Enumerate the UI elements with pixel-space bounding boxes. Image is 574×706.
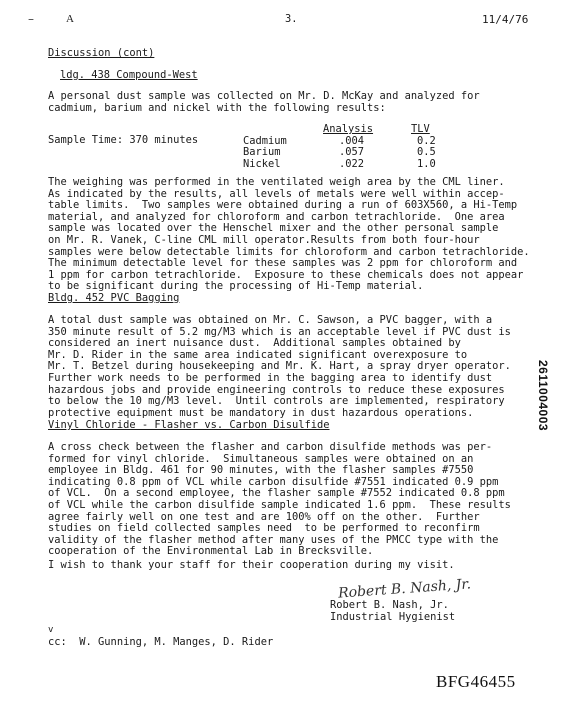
section3-body-line: studies on field collected samples need to be performed to reconfirm (48, 522, 480, 535)
section3-body-line: cooperation of the Environmental Lab in Brecksville. (48, 545, 374, 558)
section3-body-line: validity of the flasher method after many uses of the PMCC type with the (48, 533, 499, 546)
tlv-value: 1.0 (417, 157, 436, 170)
closing-line: I wish to thank your staff for their cooperation during my visit. (48, 559, 455, 571)
section3-body-line: formed for vinyl chloride. Simultaneous samples were obtained on an (48, 452, 474, 465)
section1-body (48, 177, 568, 293)
cc-line: cc: W. Gunning, M. Manges, D. Rider (48, 636, 274, 648)
section3-body (48, 442, 568, 558)
section1-intro (48, 91, 568, 114)
section2-body-line: A total dust sample was obtained on Mr. C. Sawson, a PVC bagger, with a (48, 314, 493, 326)
metal-name: Cadmium (243, 134, 287, 147)
handwritten-signature: Robert B. Nash, Jr. (337, 576, 472, 602)
section3-body-line: agree fairly well on one test and are 100% off on the other. Further (48, 510, 480, 523)
page-number: 3. (285, 13, 298, 25)
section2-body (48, 315, 568, 419)
discussion-heading: Discussion (cont) (48, 47, 155, 59)
metal-name: Barium (243, 146, 281, 159)
document-date: 11/4/76 (482, 13, 529, 26)
section2-body-line: Mr. T. Betzel during housekeeping and Mr. K. Hart, a spray dryer operator. (48, 360, 511, 373)
analysis-table (243, 124, 436, 170)
section3-body-line: employee in Bldg. 461 for 90 minutes, with the flasher samples #7550 (48, 464, 474, 477)
section3-body-line: A cross check between the flasher and carbon disulfide methods was per- (48, 441, 493, 453)
section2-body-line: 350 minute result of 5.2 mg/M3 which is an acceptable level if PVC dust is (48, 325, 511, 338)
analysis-table-header (243, 124, 436, 136)
section3-body-line: indicating 0.8 ppm of VCL while carbon disulfide #7551 indicated 0.9 ppm (48, 475, 499, 488)
corner-mark: A (66, 13, 74, 25)
col-tlv-header: TLV (411, 123, 430, 135)
bates-number-bottom: BFG46455 (436, 672, 516, 691)
analysis-value: .004 (339, 134, 365, 147)
sample-time-label: Sample Time: 370 minutes (48, 134, 199, 146)
section1-body-line: 1 ppm for carbon tetrachloride. Exposure to these chemicals does not appear (48, 268, 524, 281)
analysis-value: .022 (339, 157, 365, 170)
tlv-value: 0.2 (417, 134, 436, 147)
section2-body-line: considered an inert nuisance dust. Additional samples obtained by (48, 337, 461, 350)
section1-body-line: samples were below detectable limits for chloroform and carbon tetrachloride. (48, 245, 530, 258)
col-analysis-header: Analysis (323, 123, 374, 135)
section1-intro-line: A personal dust sample was collected on Mr. D. McKay and analyzed for (48, 90, 480, 102)
section1-body-line: As indicated by the results, all levels of metals were well within accep- (48, 187, 505, 200)
table-row (243, 159, 436, 171)
section1-body-line: table limits. Two samples were obtained during a run of 603X560, a Hi-Temp (48, 199, 518, 212)
section1-body-line: material, and analyzed for chloroform and carbon tetrachloride. One area (48, 210, 505, 223)
metal-name: Nickel (243, 157, 281, 170)
section2-heading: Bldg. 452 PVC Bagging (48, 292, 180, 304)
tlv-value: 0.5 (417, 146, 436, 159)
section2-body-line: Further work needs to be performed in the bagging area to identify dust (48, 371, 493, 384)
section3-body-line: of VCL. On a second employee, the flasher sample #7552 indicated 0.8 ppm (48, 487, 505, 500)
section1-body-line: to be significant during the processing of Hi-Temp material. (48, 280, 424, 293)
section1-body-line: sample was located over the Henschel mixer and the other personal sample (48, 222, 499, 235)
section1-body-line: The weighing was performed in the ventilated weigh area by the CML liner. (48, 176, 505, 188)
section2-body-line: hazardous jobs and provide engineering controls to reduce these exposures (48, 383, 505, 396)
section2-body-line: Mr. D. Rider in the same area indicated significant overexposure to (48, 348, 468, 361)
corner-dash-mark: – (28, 12, 34, 26)
section1-intro-line: cadmium, barium and nickel with the following results: (48, 101, 386, 114)
cc-mark: v (48, 625, 54, 635)
signer-title: Industrial Hygienist (330, 611, 456, 623)
section2-body-line: to below the 10 mg/M3 level. Until controls are implemented, respiratory (48, 395, 505, 408)
section3-heading: Vinyl Chloride - Flasher vs. Carbon Disulfide (48, 419, 330, 431)
section2-body-line: protective equipment must be mandatory in dust hazardous operations. (48, 406, 474, 419)
section1-heading: ldg. 438 Compound-West (60, 69, 198, 81)
section3-body-line: of VCL while the carbon disulfide sample indicated 1.6 ppm. These results (48, 498, 511, 511)
section1-body-line: The minimum detectable level for these samples was 2 ppm for chloroform and (48, 257, 518, 270)
bates-number-vertical: 2611004003 (536, 360, 550, 432)
signer-name: Robert B. Nash, Jr. (330, 599, 449, 611)
analysis-value: .057 (339, 146, 365, 159)
section1-body-line: on Mr. R. Vanek, C-line CML mill operator.Results from both four-hour (48, 233, 480, 246)
